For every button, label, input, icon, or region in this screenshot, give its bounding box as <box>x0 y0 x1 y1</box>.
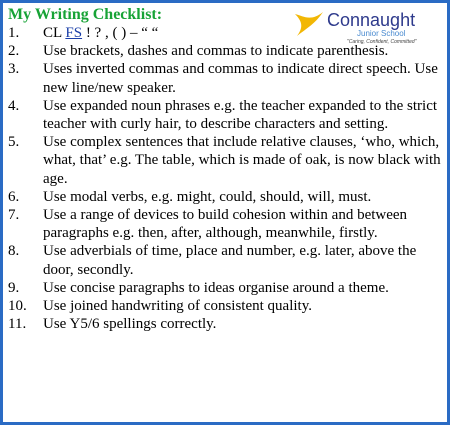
item-text: Use brackets, dashes and commas to indicate parenthesis. <box>43 43 389 60</box>
logo-school-type: Junior School <box>357 29 406 38</box>
item-text-prefix: CL <box>43 25 66 41</box>
logo-motto: "Caring, Confident, Committed" <box>347 39 417 45</box>
list-item <box>8 133 441 188</box>
item-number: 2. <box>8 43 20 60</box>
checklist-title: My Writing Checklist: <box>8 6 163 23</box>
fs-underlined: FS <box>65 25 83 41</box>
list-item <box>8 97 441 133</box>
item-text: Use concise paragraphs to ideas organise around a theme. <box>43 279 389 296</box>
item-text: Use Y5/6 spellings correctly. <box>43 316 217 333</box>
list-item <box>8 279 441 297</box>
list-item <box>8 206 441 242</box>
list-item <box>8 315 441 333</box>
list-item <box>8 242 441 278</box>
item-text: Use joined handwriting of consistent quality. <box>43 298 312 315</box>
list-item <box>8 60 441 96</box>
item-number: 8. <box>8 243 20 260</box>
item-text: Use complex sentences that include relative clauses, ‘who, which, what, that’ e.g. The table, which is made of oak, is now black with age. <box>43 134 441 187</box>
item-number: 6. <box>8 188 20 205</box>
list-item <box>8 24 441 42</box>
item-text: Uses inverted commas and commas to indicate direct speech. Use new line/new speaker. <box>43 61 438 96</box>
item-number: 5. <box>8 134 20 151</box>
item-number: 3. <box>8 61 20 78</box>
item-number: 7. <box>8 207 20 224</box>
item-number: 1. <box>8 25 20 41</box>
item-number: 10. <box>8 298 27 315</box>
item-text: Use expanded noun phrases e.g. the teacher expanded to the strict teacher with curly hair, to describe characters and setting. <box>43 97 438 133</box>
item-text: Use a range of devices to build cohesion within and between paragraphs e.g. then, after, although, meanwhile, firstly. <box>43 207 408 242</box>
list-item <box>8 188 441 206</box>
item-text: Use modal verbs, e.g. might, could, should, will, must. <box>43 188 372 205</box>
item-number: 9. <box>8 279 20 296</box>
logo-school-name: Connaught <box>327 10 416 30</box>
list-item <box>8 42 441 60</box>
item-text-suffix: ! ? , ( ) – “ “ <box>82 25 159 41</box>
list-item <box>8 297 441 315</box>
item-number: 11. <box>8 316 27 333</box>
checklist <box>8 24 441 333</box>
item-number: 4. <box>8 97 20 114</box>
item-text: Use adverbials of time, place and number, e.g. later, above the door, secondly. <box>43 243 417 278</box>
